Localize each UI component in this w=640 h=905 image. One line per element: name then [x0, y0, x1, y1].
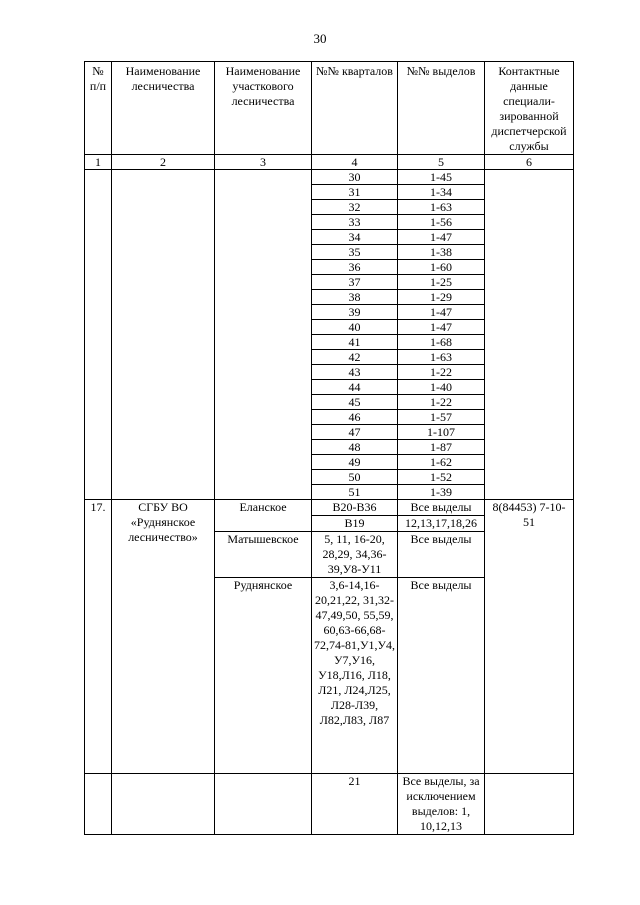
column-number: 2	[112, 155, 215, 170]
allotment-range: Все выделы	[398, 500, 484, 516]
quarter-number: 42	[312, 350, 398, 365]
contact-phone: 8(84453) 7-10-51	[485, 500, 574, 774]
header-quarters: №№ кварталов	[312, 62, 398, 155]
allotment-range: 1-38	[398, 245, 485, 260]
quarter-number: 5, 11, 16-20, 28,29, 34,36-39,У8-У11	[312, 532, 398, 578]
allotment-range: 1-34	[398, 185, 485, 200]
allotment-range: 12,13,17,18,26	[405, 516, 477, 530]
header-row	[85, 62, 574, 155]
empty-cell	[85, 774, 112, 835]
allotment-range: 1-56	[398, 215, 485, 230]
empty-contact-cell	[485, 170, 574, 500]
subforestry-name: Еланское	[215, 500, 312, 532]
entry-number: 17.	[85, 500, 112, 774]
header-subforestry: Наименование участкового лесничества	[215, 62, 312, 155]
allotment-range: 1-87	[398, 440, 485, 455]
quarter-number: 41	[312, 335, 398, 350]
subforestry-name: Матышевское	[215, 532, 312, 578]
empty-subforestry-cell	[215, 170, 312, 500]
quarter-number: 37	[312, 275, 398, 290]
header-contacts: Контактные данные специали-зированной диспетчерской службы	[485, 62, 574, 155]
allotment-range: 1-57	[398, 410, 485, 425]
header-allotments: №№ выделов	[398, 62, 485, 155]
quarter-number: 3,6-14,16-20,21,22, 31,32-47,49,50, 55,59, 60,63-66,68-72,74-81,У1,У4, У7,У16, У18,Л16, Л18, Л21, Л24,Л25, Л28-Л39, Л82,Л83, Л87	[312, 578, 398, 774]
quarter-number: 35	[312, 245, 398, 260]
column-number: 1	[85, 155, 112, 170]
quarter-number: 48	[312, 440, 398, 455]
empty-cell	[215, 774, 312, 835]
allotment-range: Все выделы, за исключением выделов: 1, 10,12,13	[398, 774, 485, 835]
header-forestry: Наименование лесничества	[112, 62, 215, 155]
allotment-range: 1-107	[398, 425, 485, 440]
allotment-range: 1-40	[398, 380, 485, 395]
allotment-range: 1-63	[398, 350, 485, 365]
allotments-cell	[398, 500, 485, 532]
quarter-number: 44	[312, 380, 398, 395]
column-number: 6	[485, 155, 574, 170]
quarter-number: 34	[312, 230, 398, 245]
quarter-number: 39	[312, 305, 398, 320]
quarter-number: 31	[312, 185, 398, 200]
quarter-number: 36	[312, 260, 398, 275]
empty-forestry-cell	[112, 170, 215, 500]
table-row	[85, 774, 574, 835]
allotment-range: 1-63	[398, 200, 485, 215]
quarter-number: 21	[312, 774, 398, 835]
allotment-range: Все выделы	[398, 532, 485, 578]
allotment-range: 1-52	[398, 470, 485, 485]
quarter-number: 49	[312, 455, 398, 470]
column-number: 3	[215, 155, 312, 170]
table-row	[85, 170, 574, 185]
allotment-range: Все выделы	[398, 578, 485, 774]
column-numbers-row	[85, 155, 574, 170]
column-number: 5	[398, 155, 485, 170]
quarter-number: 45	[312, 395, 398, 410]
continued-rows	[85, 170, 574, 500]
allotment-range: 1-22	[398, 395, 485, 410]
quarter-number: 51	[312, 485, 398, 500]
forestry-table	[84, 61, 574, 835]
allotment-range: 1-47	[398, 320, 485, 335]
page-number: 30	[313, 31, 327, 46]
allotment-range: 1-60	[398, 260, 485, 275]
empty-cell	[485, 774, 574, 835]
quarter-number: 46	[312, 410, 398, 425]
table-row	[85, 500, 574, 532]
quarter-number: В20-В36	[312, 500, 397, 516]
quarter-number: 32	[312, 200, 398, 215]
subforestry-name: Руднянское	[215, 578, 312, 774]
quarter-number: 30	[312, 170, 398, 185]
quarter-number: 33	[312, 215, 398, 230]
allotment-range: 1-47	[398, 305, 485, 320]
header-no: № п/п	[85, 62, 112, 155]
quarter-number: 38	[312, 290, 398, 305]
quarter-number: 43	[312, 365, 398, 380]
forestry-name: СГБУ ВО «Руднянское лесничество»	[112, 500, 215, 774]
allotment-range: 1-25	[398, 275, 485, 290]
allotment-range: 1-62	[398, 455, 485, 470]
entry-17	[85, 500, 574, 835]
allotment-range: 1-22	[398, 365, 485, 380]
column-number: 4	[312, 155, 398, 170]
allotment-range: 1-68	[398, 335, 485, 350]
allotment-range: 1-45	[398, 170, 485, 185]
quarter-number: В19	[344, 516, 365, 530]
allotment-range: 1-39	[398, 485, 485, 500]
quarter-number: 50	[312, 470, 398, 485]
allotment-range: 1-29	[398, 290, 485, 305]
empty-cell	[112, 774, 215, 835]
quarter-number: 40	[312, 320, 398, 335]
allotment-range: 1-47	[398, 230, 485, 245]
quarters-cell	[312, 500, 398, 532]
quarter-number: 47	[312, 425, 398, 440]
empty-no-cell	[85, 170, 112, 500]
